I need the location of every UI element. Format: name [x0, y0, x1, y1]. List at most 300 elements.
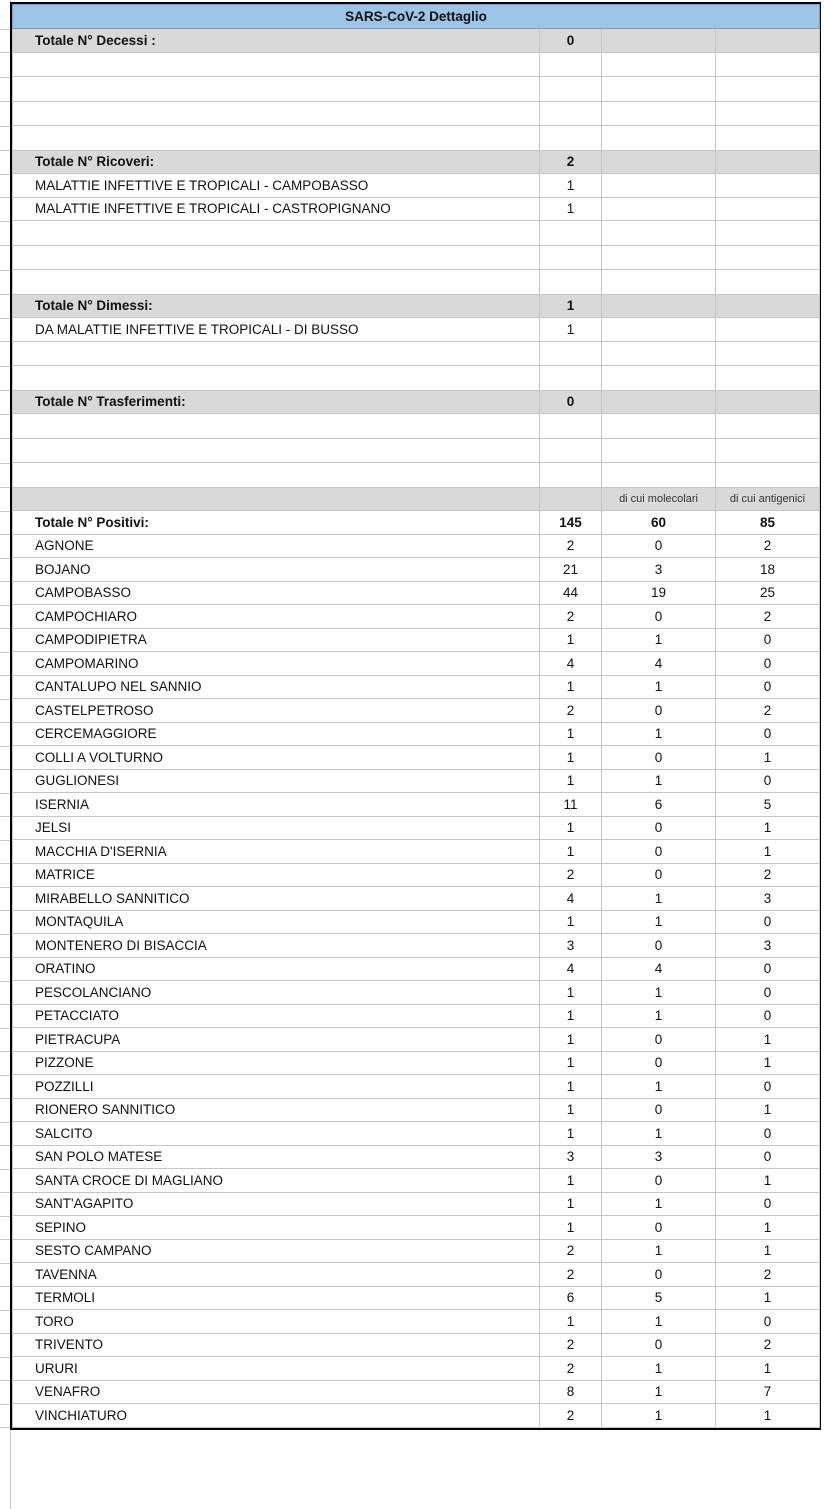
comune-total[interactable]: 2 — [540, 1239, 602, 1263]
comune-molecolari[interactable]: 1 — [602, 1192, 716, 1216]
empty-cell[interactable] — [602, 463, 716, 488]
comune-total[interactable]: 1 — [540, 628, 602, 652]
row-header-line — [0, 957, 10, 958]
comune-name[interactable]: ORATINO — [13, 957, 540, 981]
subheader-antigenici[interactable]: di cui antigenici — [716, 487, 820, 511]
empty-cell[interactable] — [602, 270, 716, 295]
table-row — [13, 793, 820, 817]
comune-total[interactable]: 1 — [540, 840, 602, 864]
table-row — [13, 675, 820, 699]
dimessi-total[interactable]: 1 — [540, 294, 602, 318]
empty-cell[interactable] — [540, 52, 602, 77]
row-header-line — [0, 511, 10, 512]
comune-antigenici[interactable]: 2 — [716, 1263, 820, 1287]
comune-total[interactable]: 11 — [540, 793, 602, 817]
comune-molecolari[interactable]: 1 — [602, 1404, 716, 1428]
comune-name[interactable]: TERMOLI — [13, 1286, 540, 1310]
row-header-line — [0, 438, 10, 439]
table-row — [13, 910, 820, 934]
comune-antigenici[interactable]: 0 — [716, 722, 820, 746]
table-row — [13, 534, 820, 558]
comune-molecolari[interactable]: 1 — [602, 981, 716, 1005]
comune-antigenici[interactable]: 1 — [716, 1286, 820, 1310]
table-row — [13, 863, 820, 887]
comune-molecolari[interactable]: 1 — [602, 722, 716, 746]
comune-total[interactable]: 1 — [540, 1122, 602, 1146]
comune-antigenici[interactable]: 0 — [716, 1192, 820, 1216]
empty-cell[interactable] — [716, 341, 820, 366]
comune-total[interactable]: 1 — [540, 1310, 602, 1334]
empty-cell[interactable] — [540, 245, 602, 270]
comune-antigenici[interactable]: 1 — [716, 1239, 820, 1263]
comune-total[interactable]: 2 — [540, 1404, 602, 1428]
comune-total[interactable]: 1 — [540, 675, 602, 699]
table-row — [13, 1098, 820, 1122]
empty-cell[interactable] — [540, 77, 602, 102]
empty-row — [13, 221, 820, 246]
comune-name[interactable]: PIZZONE — [13, 1051, 540, 1075]
comune-name[interactable]: SANT'AGAPITO — [13, 1192, 540, 1216]
comune-molecolari[interactable]: 0 — [602, 605, 716, 629]
comune-molecolari[interactable]: 6 — [602, 793, 716, 817]
row-header-line — [0, 270, 10, 271]
empty-cell[interactable] — [540, 126, 602, 151]
row-header-line — [0, 1286, 10, 1287]
comune-total[interactable]: 1 — [540, 981, 602, 1005]
empty-row — [13, 414, 820, 439]
table-row — [13, 1263, 820, 1287]
comune-molecolari[interactable]: 0 — [602, 1216, 716, 1240]
row-name[interactable]: MALATTIE INFETTIVE E TROPICALI - CAMPOBASSO — [13, 174, 540, 198]
ricoveri-total[interactable]: 2 — [540, 150, 602, 174]
comune-total[interactable]: 1 — [540, 1098, 602, 1122]
comune-molecolari[interactable]: 0 — [602, 1333, 716, 1357]
comune-name[interactable]: MATRICE — [13, 863, 540, 887]
comune-molecolari[interactable]: 1 — [602, 910, 716, 934]
comune-molecolari[interactable]: 3 — [602, 558, 716, 582]
comune-antigenici[interactable]: 0 — [716, 769, 820, 793]
comune-total[interactable]: 1 — [540, 1216, 602, 1240]
comune-name[interactable]: TAVENNA — [13, 1263, 540, 1287]
comune-molecolari[interactable]: 4 — [602, 652, 716, 676]
row-header-line — [0, 605, 10, 606]
comune-molecolari[interactable]: 0 — [602, 1098, 716, 1122]
comune-name[interactable]: VENAFRO — [13, 1380, 540, 1404]
comune-total[interactable]: 3 — [540, 934, 602, 958]
empty-cell[interactable] — [602, 366, 716, 391]
comune-name[interactable]: PETACCIATO — [13, 1004, 540, 1028]
comune-antigenici[interactable]: 1 — [716, 1404, 820, 1428]
comune-antigenici[interactable]: 1 — [716, 816, 820, 840]
detail-table — [12, 4, 820, 1428]
comune-name[interactable]: BOJANO — [13, 558, 540, 582]
comune-antigenici[interactable]: 1 — [716, 1098, 820, 1122]
row-header-line — [0, 887, 10, 888]
row-header-line — [0, 1333, 10, 1334]
comune-total[interactable]: 1 — [540, 769, 602, 793]
comune-antigenici[interactable]: 0 — [716, 910, 820, 934]
row-value[interactable]: 1 — [540, 174, 602, 198]
empty-cell[interactable] — [13, 245, 540, 270]
row-header-line — [0, 1122, 10, 1123]
comune-molecolari[interactable]: 4 — [602, 957, 716, 981]
empty-cell[interactable] — [602, 390, 716, 414]
comune-name[interactable]: SESTO CAMPANO — [13, 1239, 540, 1263]
comune-total[interactable]: 1 — [540, 1004, 602, 1028]
comune-name[interactable]: POZZILLI — [13, 1075, 540, 1099]
row-name[interactable]: MALATTIE INFETTIVE E TROPICALI - CASTROPIGNANO — [13, 197, 540, 221]
comune-molecolari[interactable]: 1 — [602, 1075, 716, 1099]
row-header-line — [0, 150, 10, 151]
positivi-label[interactable]: Totale N° Positivi: — [13, 511, 540, 535]
trasferimenti-label[interactable]: Totale N° Trasferimenti: — [13, 390, 540, 414]
comune-antigenici[interactable]: 2 — [716, 534, 820, 558]
row-header-line — [0, 1028, 10, 1029]
ricoveri-label[interactable]: Totale N° Ricoveri: — [13, 150, 540, 174]
empty-cell[interactable] — [716, 294, 820, 318]
positivi-subheader-row — [13, 487, 820, 511]
comune-molecolari[interactable]: 19 — [602, 581, 716, 605]
comune-total[interactable]: 4 — [540, 957, 602, 981]
empty-cell[interactable] — [716, 77, 820, 102]
empty-cell[interactable] — [716, 52, 820, 77]
comune-name[interactable]: CAMPOCHIARO — [13, 605, 540, 629]
empty-cell[interactable] — [540, 101, 602, 126]
comune-name[interactable]: PIETRACUPA — [13, 1028, 540, 1052]
comune-total[interactable]: 1 — [540, 1075, 602, 1099]
comune-total[interactable]: 3 — [540, 1145, 602, 1169]
comune-antigenici[interactable]: 0 — [716, 1075, 820, 1099]
table-row — [13, 652, 820, 676]
comune-antigenici[interactable]: 2 — [716, 863, 820, 887]
empty-cell[interactable] — [540, 414, 602, 439]
empty-cell[interactable] — [540, 366, 602, 391]
comune-name[interactable]: URURI — [13, 1357, 540, 1381]
empty-cell[interactable] — [13, 77, 540, 102]
comune-antigenici[interactable]: 18 — [716, 558, 820, 582]
empty-cell[interactable] — [716, 245, 820, 270]
comune-name[interactable]: MONTENERO DI BISACCIA — [13, 934, 540, 958]
table-row — [13, 1216, 820, 1240]
empty-cell[interactable] — [602, 197, 716, 221]
comune-molecolari[interactable]: 1 — [602, 675, 716, 699]
comune-name[interactable]: CASTELPETROSO — [13, 699, 540, 723]
comune-total[interactable]: 4 — [540, 652, 602, 676]
comune-name[interactable]: COLLI A VOLTURNO — [13, 746, 540, 770]
table-row — [13, 1380, 820, 1404]
empty-cell[interactable] — [13, 463, 540, 488]
empty-cell[interactable] — [13, 341, 540, 366]
comune-name[interactable]: CERCEMAGGIORE — [13, 722, 540, 746]
comune-molecolari[interactable]: 0 — [602, 534, 716, 558]
comune-molecolari[interactable]: 0 — [602, 1051, 716, 1075]
empty-cell[interactable] — [540, 438, 602, 463]
empty-cell[interactable] — [602, 101, 716, 126]
comune-name[interactable]: SANTA CROCE DI MAGLIANO — [13, 1169, 540, 1193]
table-row — [13, 699, 820, 723]
empty-row — [13, 366, 820, 391]
comune-antigenici[interactable]: 3 — [716, 887, 820, 911]
table-row — [13, 1239, 820, 1263]
comune-name[interactable]: VINCHIATURO — [13, 1404, 540, 1428]
decessi-total[interactable]: 0 — [540, 29, 602, 53]
empty-cell[interactable] — [13, 414, 540, 439]
comune-total[interactable]: 1 — [540, 746, 602, 770]
comune-name[interactable]: CAMPODIPIETRA — [13, 628, 540, 652]
comune-molecolari[interactable]: 1 — [602, 769, 716, 793]
empty-cell[interactable] — [602, 318, 716, 342]
empty-cell[interactable] — [716, 197, 820, 221]
empty-cell[interactable] — [602, 438, 716, 463]
comune-total[interactable]: 2 — [540, 699, 602, 723]
decessi-header-row — [13, 29, 820, 53]
empty-cell[interactable] — [540, 270, 602, 295]
empty-cell[interactable] — [602, 29, 716, 53]
empty-cell[interactable] — [602, 77, 716, 102]
subheader-molecolari[interactable]: di cui molecolari — [602, 487, 716, 511]
empty-cell[interactable] — [13, 487, 540, 511]
row-header-line — [0, 1239, 10, 1240]
empty-cell[interactable] — [716, 366, 820, 391]
comune-molecolari[interactable]: 0 — [602, 840, 716, 864]
comune-name[interactable]: SEPINO — [13, 1216, 540, 1240]
comune-total[interactable]: 2 — [540, 534, 602, 558]
positivi-antigenici[interactable]: 85 — [716, 511, 820, 535]
comune-antigenici[interactable]: 1 — [716, 840, 820, 864]
comune-antigenici[interactable]: 1 — [716, 1357, 820, 1381]
comune-name[interactable]: JELSI — [13, 816, 540, 840]
empty-cell[interactable] — [716, 174, 820, 198]
positivi-total-row — [13, 511, 820, 535]
comune-antigenici[interactable]: 1 — [716, 1028, 820, 1052]
table-row — [13, 981, 820, 1005]
comune-name[interactable]: RIONERO SANNITICO — [13, 1098, 540, 1122]
table-row — [13, 197, 820, 221]
comune-molecolari[interactable]: 1 — [602, 1122, 716, 1146]
comune-antigenici[interactable]: 0 — [716, 1004, 820, 1028]
empty-row — [13, 245, 820, 270]
empty-cell[interactable] — [540, 221, 602, 246]
comune-antigenici[interactable]: 0 — [716, 957, 820, 981]
empty-cell[interactable] — [716, 270, 820, 295]
trasferimenti-total[interactable]: 0 — [540, 390, 602, 414]
empty-cell[interactable] — [602, 52, 716, 77]
empty-cell[interactable] — [602, 150, 716, 174]
comune-antigenici[interactable]: 1 — [716, 746, 820, 770]
comune-antigenici[interactable]: 1 — [716, 1216, 820, 1240]
comune-molecolari[interactable]: 1 — [602, 887, 716, 911]
row-header-line — [0, 341, 10, 342]
empty-cell[interactable] — [716, 126, 820, 151]
comune-name[interactable]: TRIVENTO — [13, 1333, 540, 1357]
empty-row — [13, 101, 820, 126]
comune-name[interactable]: MACCHIA D'ISERNIA — [13, 840, 540, 864]
empty-cell[interactable] — [716, 318, 820, 342]
row-value[interactable]: 1 — [540, 197, 602, 221]
comune-molecolari[interactable]: 1 — [602, 1357, 716, 1381]
row-header-line — [0, 1098, 10, 1099]
comune-antigenici[interactable]: 0 — [716, 628, 820, 652]
empty-cell[interactable] — [716, 414, 820, 439]
empty-cell[interactable] — [13, 366, 540, 391]
empty-cell[interactable] — [602, 174, 716, 198]
comune-total[interactable]: 44 — [540, 581, 602, 605]
comune-name[interactable]: CAMPOMARINO — [13, 652, 540, 676]
comune-antigenici[interactable]: 2 — [716, 605, 820, 629]
comune-total[interactable]: 1 — [540, 1051, 602, 1075]
comune-molecolari[interactable]: 0 — [602, 746, 716, 770]
comune-antigenici[interactable]: 7 — [716, 1380, 820, 1404]
comune-name[interactable]: AGNONE — [13, 534, 540, 558]
comune-antigenici[interactable]: 0 — [716, 675, 820, 699]
empty-cell[interactable] — [602, 126, 716, 151]
row-value[interactable]: 1 — [540, 318, 602, 342]
empty-row — [13, 77, 820, 102]
row-header-line — [0, 1404, 10, 1405]
empty-cell[interactable] — [13, 221, 540, 246]
row-header-line — [0, 197, 10, 198]
comune-antigenici[interactable]: 3 — [716, 934, 820, 958]
comune-antigenici[interactable]: 0 — [716, 652, 820, 676]
comune-total[interactable]: 1 — [540, 1169, 602, 1193]
comune-total[interactable]: 2 — [540, 1263, 602, 1287]
comune-molecolari[interactable]: 0 — [602, 934, 716, 958]
comune-name[interactable]: SALCITO — [13, 1122, 540, 1146]
comune-molecolari[interactable]: 1 — [602, 1239, 716, 1263]
comune-name[interactable]: CANTALUPO NEL SANNIO — [13, 675, 540, 699]
comune-molecolari[interactable]: 0 — [602, 863, 716, 887]
comune-antigenici[interactable]: 0 — [716, 1145, 820, 1169]
row-header-line — [0, 245, 10, 246]
comune-molecolari[interactable]: 0 — [602, 816, 716, 840]
empty-row — [13, 270, 820, 295]
empty-cell[interactable] — [13, 270, 540, 295]
table-row — [13, 1051, 820, 1075]
comune-total[interactable]: 2 — [540, 605, 602, 629]
table-row — [13, 1192, 820, 1216]
comune-antigenici[interactable]: 5 — [716, 793, 820, 817]
empty-cell[interactable] — [540, 487, 602, 511]
comune-name[interactable]: GUGLIONESI — [13, 769, 540, 793]
table-row — [13, 1310, 820, 1334]
comune-total[interactable]: 2 — [540, 1357, 602, 1381]
comune-molecolari[interactable]: 0 — [602, 699, 716, 723]
row-header-line — [0, 101, 10, 102]
comune-molecolari[interactable]: 1 — [602, 1380, 716, 1404]
comune-total[interactable]: 2 — [540, 1333, 602, 1357]
table-row — [13, 605, 820, 629]
dimessi-label[interactable]: Totale N° Dimessi: — [13, 294, 540, 318]
empty-cell[interactable] — [602, 414, 716, 439]
empty-cell[interactable] — [540, 341, 602, 366]
empty-cell[interactable] — [716, 221, 820, 246]
comune-molecolari[interactable]: 0 — [602, 1263, 716, 1287]
empty-cell[interactable] — [716, 101, 820, 126]
title-row — [13, 5, 820, 29]
table-row — [13, 1075, 820, 1099]
comune-antigenici[interactable]: 0 — [716, 1310, 820, 1334]
comune-molecolari[interactable]: 1 — [602, 1004, 716, 1028]
empty-cell[interactable] — [540, 463, 602, 488]
row-header-line — [0, 558, 10, 559]
empty-row — [13, 463, 820, 488]
empty-cell[interactable] — [602, 294, 716, 318]
comune-molecolari[interactable]: 0 — [602, 1028, 716, 1052]
empty-cell[interactable] — [602, 341, 716, 366]
row-header-line — [0, 126, 10, 127]
comune-antigenici[interactable]: 25 — [716, 581, 820, 605]
empty-cell[interactable] — [13, 126, 540, 151]
comune-antigenici[interactable]: 0 — [716, 1122, 820, 1146]
comune-name[interactable]: SAN POLO MATESE — [13, 1145, 540, 1169]
comune-name[interactable]: MONTAQUILA — [13, 910, 540, 934]
empty-cell[interactable] — [716, 390, 820, 414]
row-header-line — [0, 675, 10, 676]
comune-total[interactable]: 1 — [540, 816, 602, 840]
row-header-line — [0, 1427, 10, 1428]
comune-total[interactable]: 1 — [540, 910, 602, 934]
row-header-line — [0, 746, 10, 747]
comune-name[interactable]: ISERNIA — [13, 793, 540, 817]
comune-total[interactable]: 1 — [540, 1192, 602, 1216]
comune-name[interactable]: MIRABELLO SANNITICO — [13, 887, 540, 911]
comune-molecolari[interactable]: 1 — [602, 628, 716, 652]
comune-total[interactable]: 2 — [540, 863, 602, 887]
row-header-line — [0, 652, 10, 653]
comune-total[interactable]: 8 — [540, 1380, 602, 1404]
empty-cell[interactable] — [716, 29, 820, 53]
empty-cell[interactable] — [602, 245, 716, 270]
comune-antigenici[interactable]: 0 — [716, 981, 820, 1005]
comune-total[interactable]: 1 — [540, 722, 602, 746]
decessi-label[interactable]: Totale N° Decessi : — [13, 29, 540, 53]
empty-cell[interactable] — [13, 52, 540, 77]
comune-antigenici[interactable]: 2 — [716, 699, 820, 723]
comune-total[interactable]: 4 — [540, 887, 602, 911]
comune-total[interactable]: 1 — [540, 1028, 602, 1052]
row-header-line — [0, 1051, 10, 1052]
ricoveri-header-row — [13, 150, 820, 174]
empty-cell[interactable] — [716, 150, 820, 174]
empty-cell[interactable] — [13, 101, 540, 126]
empty-cell[interactable] — [13, 438, 540, 463]
comune-molecolari[interactable]: 1 — [602, 1310, 716, 1334]
empty-cell[interactable] — [602, 221, 716, 246]
comune-name[interactable]: TORO — [13, 1310, 540, 1334]
comune-antigenici[interactable]: 1 — [716, 1051, 820, 1075]
empty-cell[interactable] — [716, 463, 820, 488]
comune-molecolari[interactable]: 5 — [602, 1286, 716, 1310]
comune-antigenici[interactable]: 1 — [716, 1169, 820, 1193]
comune-total[interactable]: 21 — [540, 558, 602, 582]
table-row — [13, 746, 820, 770]
row-header-line — [0, 934, 10, 935]
comune-name[interactable]: CAMPOBASSO — [13, 581, 540, 605]
positivi-molecolari[interactable]: 60 — [602, 511, 716, 535]
comune-molecolari[interactable]: 3 — [602, 1145, 716, 1169]
empty-row — [13, 438, 820, 463]
comune-name[interactable]: PESCOLANCIANO — [13, 981, 540, 1005]
empty-row — [13, 52, 820, 77]
row-header-line — [0, 840, 10, 841]
table-row — [13, 1028, 820, 1052]
positivi-total[interactable]: 145 — [540, 511, 602, 535]
comune-molecolari[interactable]: 0 — [602, 1169, 716, 1193]
empty-cell[interactable] — [716, 438, 820, 463]
comune-total[interactable]: 6 — [540, 1286, 602, 1310]
row-name[interactable]: DA MALATTIE INFETTIVE E TROPICALI - DI BUSSO — [13, 318, 540, 342]
comune-antigenici[interactable]: 2 — [716, 1333, 820, 1357]
